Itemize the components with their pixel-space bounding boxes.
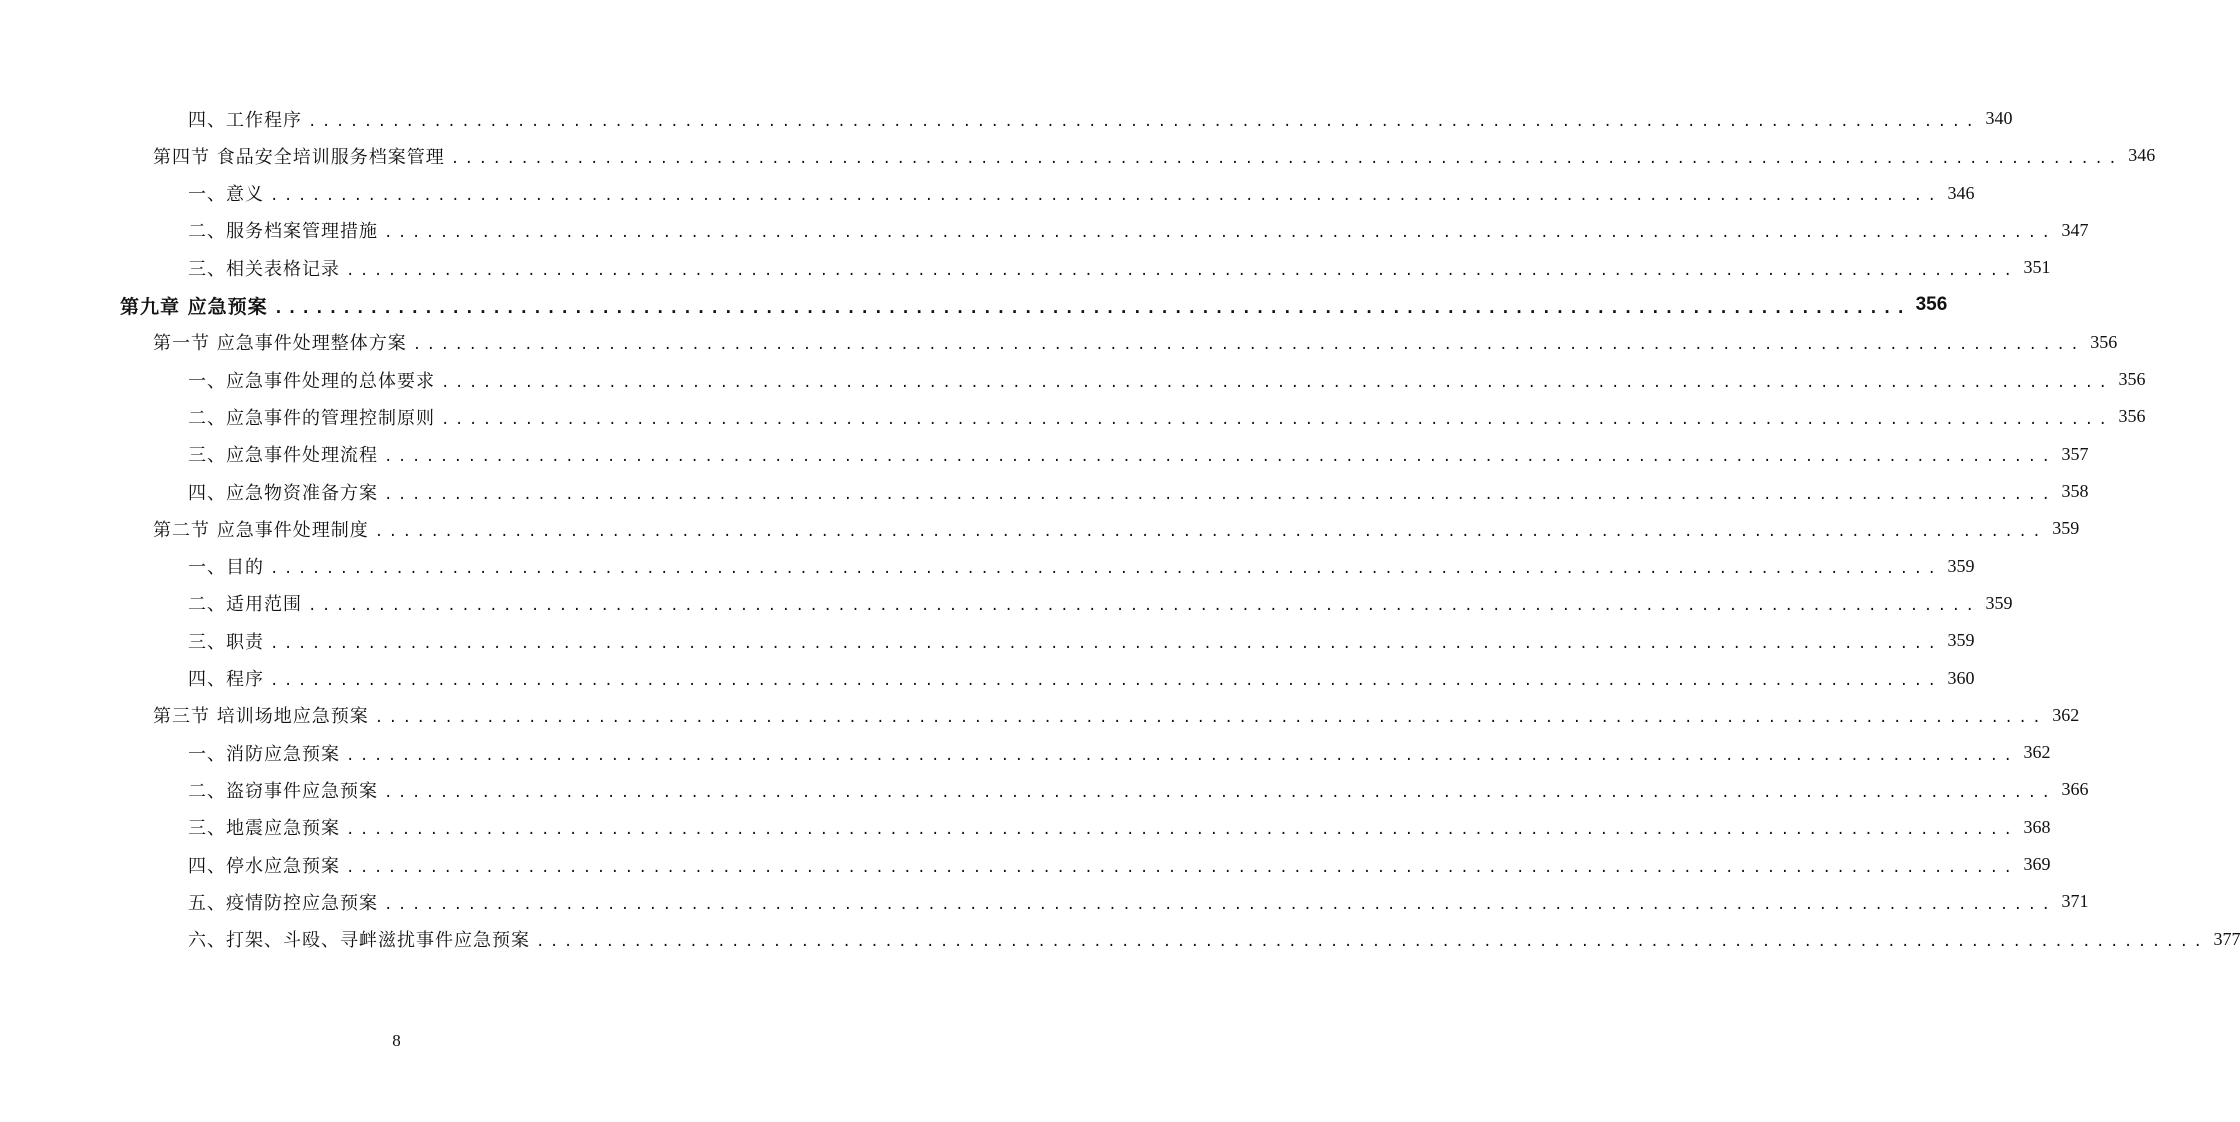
toc-dot-leader: ........................................................................................................................ xyxy=(308,598,1980,615)
toc-dot-leader: ........................................................................................................................ xyxy=(346,747,2018,764)
toc-dot-leader: ........................................................................................................................ xyxy=(273,298,1910,317)
toc-entry-title: 一、目的 xyxy=(188,557,264,579)
toc-entry-title: 三、职责 xyxy=(188,631,264,653)
toc-entry-page: 356 xyxy=(2118,406,2146,427)
toc-entry-title: 四、停水应急预案 xyxy=(188,855,340,877)
toc-entry-item[interactable] xyxy=(188,585,2013,622)
toc-entry-item[interactable] xyxy=(188,100,2013,137)
toc-entry-title: 第三节 培训场地应急预案 xyxy=(153,706,369,728)
toc-entry-item[interactable] xyxy=(188,846,2051,883)
toc-entry-title: 四、程序 xyxy=(188,669,264,690)
toc-entry-page: 357 xyxy=(2061,443,2089,464)
toc-entry-page: 371 xyxy=(2061,891,2089,912)
toc-dot-leader: ........................................................................................................................ xyxy=(536,934,2208,951)
toc-dot-leader: ........................................................................................................................ xyxy=(412,337,2085,354)
toc-entry-section[interactable] xyxy=(153,324,2118,361)
toc-entry-title: 三、相关表格记录 xyxy=(188,258,340,280)
toc-entry-page: 359 xyxy=(1947,630,1975,651)
toc-entry-item[interactable] xyxy=(188,548,1975,585)
toc-entry-title: 三、应急事件处理流程 xyxy=(188,445,378,467)
toc-entry-page: 359 xyxy=(2052,518,2080,539)
toc-dot-leader: ........................................................................................................................ xyxy=(308,113,1980,130)
toc-entry-title: 四、工作程序 xyxy=(188,109,302,131)
toc-entry-page: 368 xyxy=(2023,816,2051,837)
toc-dot-leader: ........................................................................................................................ xyxy=(441,411,2113,428)
toc-entry-title: 三、地震应急预案 xyxy=(188,818,340,840)
toc-entry-title: 第九章 应急预案 xyxy=(120,295,268,318)
toc-entry-item[interactable] xyxy=(188,212,2089,249)
toc-entry-page: 356 xyxy=(1915,294,1948,315)
toc-entry-item[interactable] xyxy=(188,361,2146,398)
toc-entry-title: 一、意义 xyxy=(188,184,264,206)
toc-dot-leader: ........................................................................................................................ xyxy=(384,784,2056,801)
toc-entry-page: 359 xyxy=(1947,555,1975,576)
toc-entry-page: 356 xyxy=(2090,331,2118,352)
toc-entry-page: 362 xyxy=(2023,742,2051,763)
toc-entry-page: 377 xyxy=(2213,928,2240,949)
toc-dot-leader: ........................................................................................................................ xyxy=(270,188,1942,205)
toc-dot-leader: ........................................................................................................................ xyxy=(346,822,2018,839)
toc-dot-leader: ........................................................................................................................ xyxy=(384,896,2056,913)
toc-entry-item[interactable] xyxy=(188,734,2051,771)
toc-dot-leader: ........................................................................................................................ xyxy=(374,523,2047,540)
toc-entry-item[interactable] xyxy=(188,660,1975,697)
toc-entry-page: 346 xyxy=(2128,145,2156,166)
toc-entry-page: 358 xyxy=(2061,481,2089,501)
toc-entry-item[interactable] xyxy=(188,175,1975,212)
toc-entry-title: 二、服务档案管理措施 xyxy=(188,221,378,243)
toc-entry-item[interactable] xyxy=(188,921,2240,958)
toc-dot-leader: ........................................................................................................................ xyxy=(270,673,1942,689)
toc-entry-title: 一、消防应急预案 xyxy=(188,743,340,765)
toc-entry-page: 340 xyxy=(1985,108,2013,128)
toc-entry-item[interactable] xyxy=(188,473,2089,510)
toc-entry-item[interactable] xyxy=(188,883,2089,920)
toc-entry-item[interactable] xyxy=(188,771,2089,808)
toc-dot-leader: ........................................................................................................................ xyxy=(384,449,2056,466)
toc-dot-leader: ........................................................................................................................ xyxy=(441,374,2113,391)
toc-dot-leader: ........................................................................................................................ xyxy=(346,262,2018,279)
toc-entry-title: 第四节 食品安全培训服务档案管理 xyxy=(153,146,445,168)
toc-entry-title: 六、打架、斗殴、寻衅滋扰事件应急预案 xyxy=(188,930,530,952)
toc-entry-item[interactable] xyxy=(188,809,2051,846)
toc-entry-page: 347 xyxy=(2061,219,2089,240)
toc-entry-page: 359 xyxy=(1985,592,2013,613)
toc-entry-title: 二、盗窃事件应急预案 xyxy=(188,780,378,802)
toc-entry-title: 二、应急事件的管理控制原则 xyxy=(188,407,435,429)
toc-entry-title: 一、应急事件处理的总体要求 xyxy=(188,370,435,392)
toc-dot-leader: ........................................................................................................................ xyxy=(270,635,1942,652)
toc-entry-title: 四、应急物资准备方案 xyxy=(188,482,378,504)
toc-entry-page: 369 xyxy=(2023,854,2051,874)
toc-entry-item[interactable] xyxy=(188,398,2146,435)
toc-entry-item[interactable] xyxy=(188,622,1975,659)
toc-entry-section[interactable] xyxy=(153,137,2156,174)
toc-entry-item[interactable] xyxy=(188,249,2051,286)
toc-entry-item[interactable] xyxy=(188,436,2089,473)
toc-entry-page: 360 xyxy=(1947,667,1975,688)
toc-entry-title: 二、适用范围 xyxy=(188,594,302,616)
toc-dot-leader: ........................................................................................................................ xyxy=(384,225,2056,242)
toc-entry-chapter[interactable] xyxy=(120,287,1948,324)
toc-dot-leader: ........................................................................................................................ xyxy=(346,859,2018,876)
page-number: 8 xyxy=(392,1031,401,1050)
toc-dot-leader: ........................................................................................................................ xyxy=(374,710,2047,727)
toc-entry-page: 366 xyxy=(2061,779,2089,800)
toc-entry-page: 356 xyxy=(2118,369,2146,390)
toc-dot-leader: ........................................................................................................................ xyxy=(270,561,1942,578)
toc-dot-leader: ........................................................................................................................ xyxy=(384,486,2056,503)
toc-entry-section[interactable] xyxy=(153,510,2080,547)
toc-dot-leader: ........................................................................................................................ xyxy=(450,150,2123,167)
toc-entry-title: 第二节 应急事件处理制度 xyxy=(153,519,369,541)
toc-entry-section[interactable] xyxy=(153,697,2080,734)
toc-entry-page: 346 xyxy=(1947,182,1975,203)
toc-entry-title: 五、疫情防控应急预案 xyxy=(188,892,378,914)
toc-entry-page: 351 xyxy=(2023,257,2051,278)
toc-entry-title: 第一节 应急事件处理整体方案 xyxy=(153,333,407,355)
toc-entry-page: 362 xyxy=(2052,704,2080,725)
